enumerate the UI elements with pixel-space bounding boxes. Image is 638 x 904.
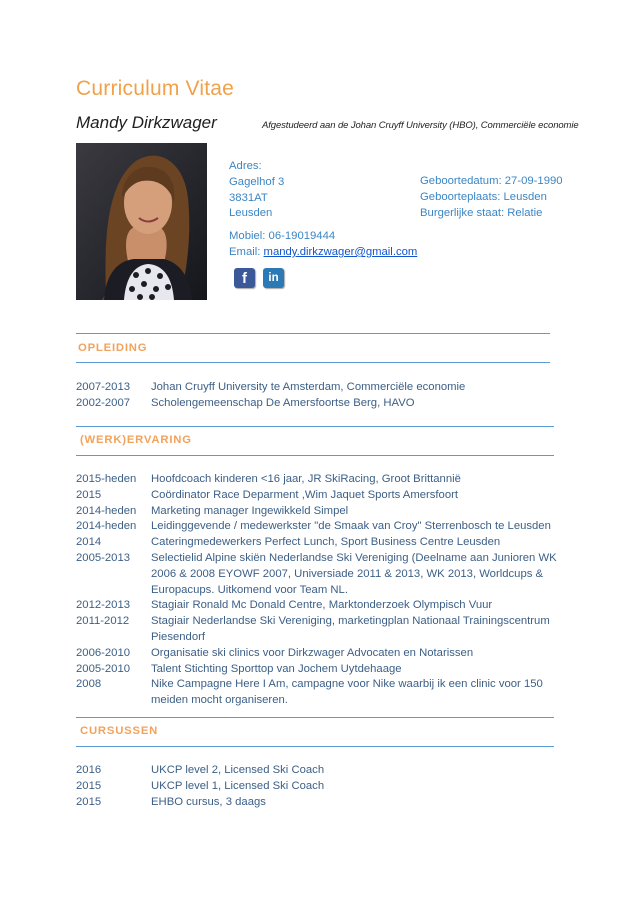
item-date: 2014-heden: [76, 504, 137, 517]
list-item: [76, 662, 563, 678]
list-item: [76, 380, 563, 396]
list-item: [76, 551, 563, 598]
item-date: 2006-2010: [76, 646, 131, 659]
item-date: 2011-2012: [76, 615, 130, 628]
opleiding-list: [76, 380, 563, 412]
section-divider: [76, 746, 554, 747]
item-text: Stagiair Ronald Mc Donald Centre, Marktonderzoek Olympisch Vuur: [151, 599, 493, 612]
item-date: 2005-2013: [76, 551, 131, 564]
section-divider: [76, 333, 550, 334]
section-divider: [76, 717, 554, 718]
item-text: UKCP level 1, Licensed Ski Coach: [151, 779, 325, 792]
list-item: [76, 763, 563, 779]
item-text: Leidinggevende / medewerkster "de Smaak van Croy" Sterrenbosch te Leusden: [151, 520, 551, 533]
facebook-icon[interactable]: f: [234, 268, 255, 288]
list-item: [76, 598, 563, 614]
list-item: [76, 488, 563, 504]
section-divider: [76, 426, 554, 427]
civil-status: Burgerlijke staat: Relatie: [420, 206, 543, 219]
item-date: 2015: [76, 488, 102, 501]
email-line: [229, 245, 417, 261]
email-link[interactable]: mandy.dirkzwager@gmail.com: [263, 246, 418, 258]
document-title: Curriculum Vitae: [76, 77, 235, 100]
list-item: [76, 677, 563, 709]
item-text: Hoofdcoach kinderen <16 jaar, JR SkiRacing, Groot Brittannië: [151, 473, 461, 485]
item-text: Stagiair Nederlandse Ski Vereniging, marketingplan Nationaal Trainingscentrum Piesendorf: [151, 615, 550, 643]
item-text: Organisatie ski clinics voor Dirkzwager Advocaten en Notarissen: [151, 646, 474, 659]
item-text: Talent Stichting Sporttop van Jochem Uytdehaage: [151, 662, 402, 675]
item-date: 2015: [76, 795, 102, 808]
list-item: [76, 646, 563, 662]
list-item: [76, 472, 563, 488]
item-text: Cateringmedewerkers Perfect Lunch, Sport Business Centre Leusden: [151, 536, 501, 549]
section-heading-cursussen: CURSUSSEN: [80, 725, 159, 737]
education-tagline: Afgestudeerd aan de Johan Cruyff University (HBO), Commerciële economie: [262, 120, 579, 131]
birthplace: Geboorteplaats: Leusden: [420, 190, 547, 203]
item-text: Coördinator Race Deparment ,Wim Jaquet Sports Amersfoort: [151, 488, 459, 501]
section-heading-opleiding: OPLEIDING: [78, 342, 148, 354]
address-city: Leusden: [229, 207, 273, 220]
item-text: Johan Cruyff University te Amsterdam, Commerciële economie: [151, 381, 466, 393]
list-item: [76, 779, 563, 795]
list-item: [76, 504, 563, 520]
item-date: 2008: [76, 678, 102, 691]
list-item: [76, 535, 563, 551]
section-divider: [76, 362, 550, 363]
item-text: Nike Campagne Here I Am, campagne voor Nike waarbij ik een clinic voor 150 meiden mocht organiseren.: [151, 678, 543, 707]
cursussen-list: [76, 763, 563, 810]
list-item: [76, 614, 563, 646]
email-label: Email:: [229, 246, 264, 258]
item-date: 2015-heden: [76, 473, 137, 485]
item-date: 2014-heden: [76, 520, 137, 533]
linkedin-icon[interactable]: in: [263, 268, 284, 288]
list-item: [76, 519, 563, 535]
item-text: EHBO cursus, 3 daags: [151, 795, 266, 808]
profile-photo: [76, 143, 207, 300]
item-date: 2005-2010: [76, 662, 131, 675]
ervaring-list: [76, 472, 563, 709]
candidate-name: Mandy Dirkzwager: [76, 113, 217, 132]
item-text: Selectielid Alpine skiën Nederlandse Ski Vereniging (Deelname aan Junioren WK 2006 & 2008 EYOWF 2007, Universiade 2011 & 2013, WK 2013, Worldcups & Europacups. Uitkomend voor Team NL.: [151, 551, 557, 596]
item-date: 2016: [76, 764, 102, 776]
item-date: 2012-2013: [76, 599, 131, 612]
list-item: [76, 795, 563, 811]
item-text: Marketing manager Ingewikkeld Simpel: [151, 504, 349, 517]
item-text: UKCP level 2, Licensed Ski Coach: [151, 764, 325, 776]
section-divider: [76, 455, 554, 456]
item-date: 2002-2007: [76, 396, 131, 409]
item-date: 2014: [76, 536, 102, 549]
section-heading-ervaring: (WERK)ERVARING: [80, 434, 192, 446]
address-label: Adres:: [229, 160, 262, 172]
item-date: 2007-2013: [76, 381, 131, 393]
birthdate: Geboortedatum: 27-09-1990: [420, 175, 563, 187]
address-block: [229, 159, 284, 222]
mobile-number: Mobiel: 06-19019444: [229, 230, 336, 242]
address-postcode: 3831AT: [229, 191, 268, 204]
list-item: [76, 396, 563, 412]
address-street: Gagelhof 3: [229, 175, 285, 188]
item-text: Scholengemeenschap De Amersfoortse Berg, HAVO: [151, 396, 415, 409]
personal-details: [420, 174, 563, 221]
item-date: 2015: [76, 779, 102, 792]
